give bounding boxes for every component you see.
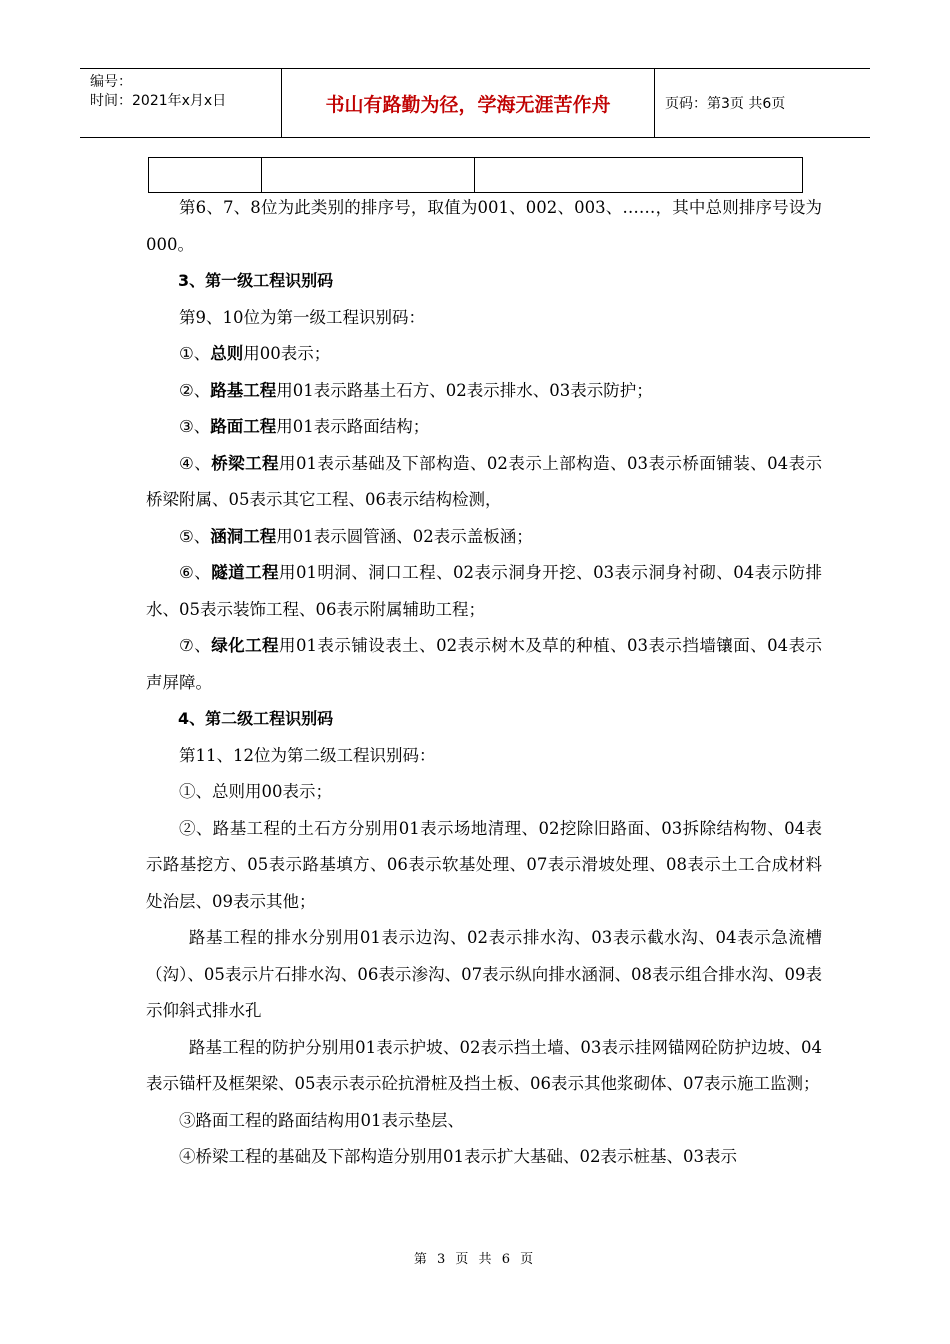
time-label: 时间：2021年x月x日 [90, 93, 227, 109]
header-meta [80, 69, 282, 137]
item-keyword: 总则 [210, 344, 244, 363]
table-cell [262, 158, 475, 192]
page-header [80, 68, 870, 138]
code-label: 编号： [90, 74, 132, 90]
item-prefix: ①、 [179, 344, 211, 363]
item-prefix: ③、 [179, 417, 211, 436]
paragraph: 路基工程的防护分别用01表示护坡、02表示挡土墙、03表示挂网锚网砼防护边坡、04表示锚杆及框架梁、05表示表示砼抗滑桩及挡土板、06表示其他浆砌体、07表示施工监测； [146, 1037, 822, 1093]
list-item [146, 628, 822, 701]
section-heading: 3、第一级工程识别码 [178, 271, 334, 290]
list-item [146, 373, 822, 410]
item-prefix: ⑤、 [179, 526, 211, 546]
list-item [146, 336, 822, 373]
list-item [146, 446, 822, 519]
section-heading: 4、第二级工程识别码 [178, 709, 334, 728]
item-rest: 用01表示基础及下部构造、02表示上部构造、03表示桥面铺装、04表示桥梁附属、05表示其它工程、06表示结构检测， [146, 453, 823, 509]
table-cell [149, 158, 262, 192]
list-item [146, 555, 822, 628]
item-prefix: ⑦、 [179, 636, 212, 655]
item-prefix: ④、 [179, 453, 212, 473]
item-keyword: 路基工程 [210, 380, 277, 400]
paragraph: ①、总则用00表示； [179, 782, 332, 801]
item-rest: 用01表示路基土石方、02表示排水、03表示防护； [276, 380, 653, 400]
paragraph: 第9、10位为第一级工程识别码： [179, 307, 425, 327]
header-page-info: 页码：第3页 共6页 [665, 96, 786, 112]
item-rest: 用00表示； [243, 344, 331, 363]
item-prefix: ⑥、 [179, 563, 212, 582]
header-motto: 书山有路勤为径，学海无涯苦作舟 [282, 69, 655, 137]
item-rest: 用01明洞、洞口工程、02表示洞身开挖、03表示洞身衬砌、04表示防排水、05表示装饰工程、06表示附属辅助工程； [146, 563, 823, 619]
item-keyword: 路面工程 [210, 417, 277, 436]
paragraph: ④桥梁工程的基础及下部构造分别用01表示扩大基础、02表示桩基、03表示 [179, 1147, 737, 1166]
page-footer: 第 3 页 共 6 页 [413, 1252, 537, 1267]
paragraph: ③路面工程的路面结构用01表示垫层、 [179, 1110, 464, 1130]
paragraph: 第11、12位为第二级工程识别码： [179, 745, 436, 765]
item-rest: 用01表示铺设表土、02表示树木及草的种植、03表示挡墙镶面、04表示声屏障。 [146, 636, 823, 692]
paragraph: 第6、7、8位为此类别的排序号，取值为001、002、003、……，其中总则排序号设为000。 [146, 198, 822, 254]
item-prefix: ②、 [179, 380, 211, 400]
item-keyword: 绿化工程 [211, 636, 280, 655]
item-keyword: 涵洞工程 [210, 526, 277, 546]
item-keyword: 桥梁工程 [211, 453, 280, 473]
table-cell [475, 158, 802, 192]
item-rest: 用01表示路面结构； [276, 417, 430, 436]
item-keyword: 隧道工程 [211, 563, 280, 582]
item-rest: 用01表示圆管涵、02表示盖板涵； [276, 526, 533, 546]
paragraph: 路基工程的排水分别用01表示边沟、02表示排水沟、03表示截水沟、04表示急流槽（沟）、05表示片石排水沟、06表示渗沟、07表示纵向排水涵洞、08表示组合排水沟、09表示仰斜式排水孔 [146, 928, 822, 1020]
list-item [146, 409, 822, 446]
table-fragment [148, 157, 803, 193]
document-body [146, 190, 822, 1176]
paragraph: ②、路基工程的土石方分别用01表示场地清理、02挖除旧路面、03拆除结构物、04表示路基挖方、05表示路基填方、06表示软基处理、07表示滑坡处理、08表示土工合成材料处治层、09表示其他； [146, 818, 822, 911]
list-item [146, 519, 822, 556]
